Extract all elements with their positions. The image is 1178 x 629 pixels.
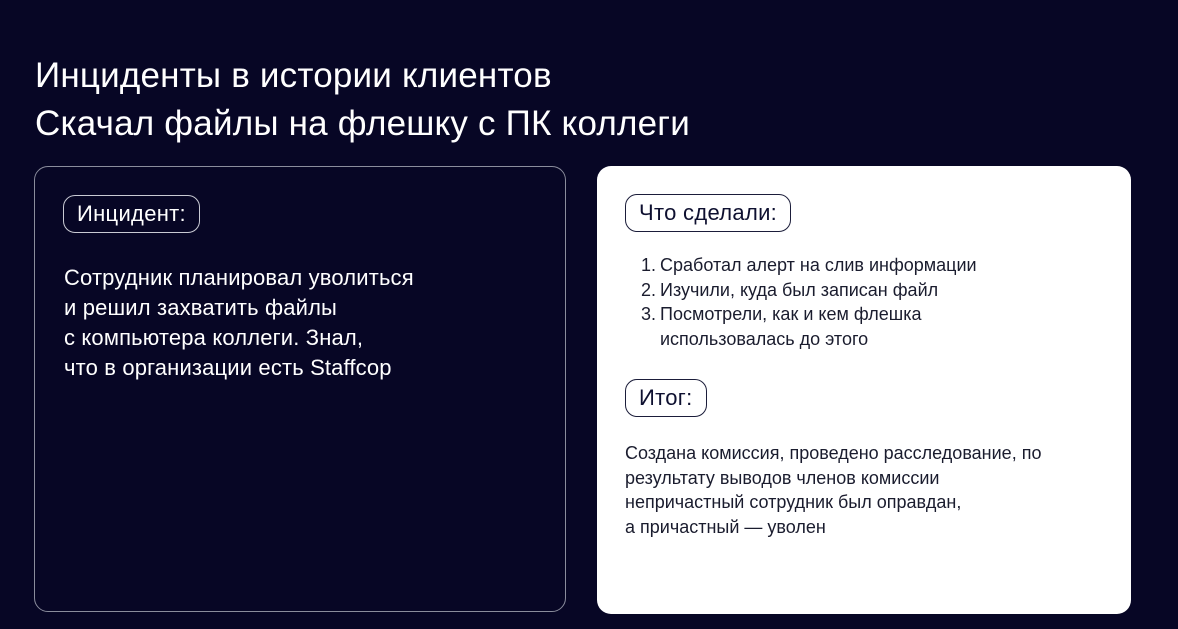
title-line-1: Инциденты в истории клиентов	[35, 56, 552, 95]
actions-list	[641, 253, 977, 351]
result-line: Создана комиссия, проведено расследование, по	[625, 443, 1042, 463]
actions-label: Что сделали:	[625, 194, 791, 232]
action-item	[641, 253, 977, 278]
action-item	[641, 302, 977, 327]
incident-label: Инцидент:	[63, 195, 200, 233]
incident-description	[64, 263, 414, 383]
action-item-continuation	[641, 327, 977, 352]
result-line: результату выводов членов комиссии	[625, 467, 940, 488]
incident-line: с компьютера коллеги. Знал,	[64, 325, 364, 350]
incident-card	[34, 166, 566, 612]
slide-title	[35, 52, 690, 148]
title-line-2: Скачал файлы на флешку с ПК коллеги	[35, 104, 690, 143]
actions-result-card	[597, 166, 1131, 614]
result-label: Итог:	[625, 379, 707, 417]
action-text: Изучили, куда был записан файл	[660, 279, 939, 300]
action-text: использовалась до этого	[660, 328, 869, 349]
result-description	[625, 441, 1041, 539]
incident-line: что в организации есть Staffcop	[64, 355, 392, 380]
result-line: непричастный сотрудник был оправдан,	[625, 492, 962, 512]
action-number: 1.	[641, 255, 657, 275]
incident-line: Сотрудник планировал уволиться	[64, 265, 414, 290]
incident-line: и решил захватить файлы	[64, 295, 338, 320]
action-text: Посмотрели, как и кем флешка	[660, 304, 922, 324]
action-number: 3.	[641, 304, 657, 324]
action-number: 2.	[641, 279, 657, 300]
action-item	[641, 278, 977, 303]
result-line: а причастный — уволен	[625, 516, 826, 537]
action-text: Сработал алерт на слив информации	[660, 255, 977, 275]
